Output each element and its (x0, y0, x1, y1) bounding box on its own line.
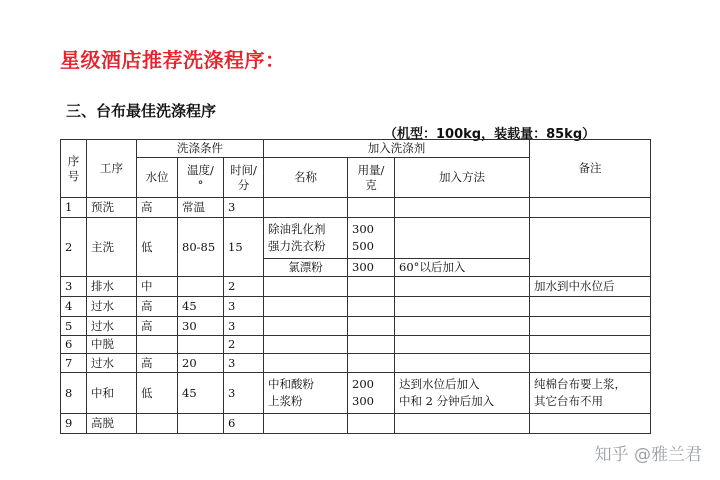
table-row (61, 297, 651, 317)
cell-method (395, 317, 530, 336)
cell-dosage (348, 414, 395, 434)
cell-temperature: 45 (178, 373, 224, 414)
cell-detergent-name (264, 317, 348, 336)
cell-water-level: 高 (137, 317, 178, 336)
cell-time: 2 (224, 277, 264, 297)
cell-process: 过水 (87, 354, 137, 373)
cell-remarks (530, 354, 651, 373)
cell-process: 过水 (87, 297, 137, 317)
cell-method (395, 414, 530, 434)
header-temperature: 温度/ ° (178, 158, 224, 198)
header-process: 工序 (87, 140, 137, 198)
table-row (61, 218, 651, 259)
cell-water-level (137, 336, 178, 354)
cell-water-level (137, 414, 178, 434)
table-row (61, 277, 651, 297)
cell-dosage (348, 336, 395, 354)
watermark: 知乎 @雅兰君 (594, 445, 702, 465)
cell-water-level: 高 (137, 198, 178, 218)
cell-water-level: 低 (137, 218, 178, 277)
cell-no: 4 (61, 297, 87, 317)
header-method: 加入方法 (395, 158, 530, 198)
cell-dosage (348, 354, 395, 373)
header-row-1 (61, 140, 651, 158)
washing-program-table (60, 139, 651, 434)
cell-temperature: 30 (178, 317, 224, 336)
cell-remarks (530, 218, 651, 277)
cell-remarks (530, 297, 651, 317)
cell-detergent-name (264, 277, 348, 297)
cell-time: 3 (224, 354, 264, 373)
cell-remarks (530, 414, 651, 434)
cell-dosage: 300 500 (348, 218, 395, 259)
table-row (61, 317, 651, 336)
cell-detergent-name: 氯漂粉 (264, 259, 348, 277)
header-time: 时间/ 分 (224, 158, 264, 198)
cell-no: 3 (61, 277, 87, 297)
cell-dosage (348, 317, 395, 336)
cell-water-level: 中 (137, 277, 178, 297)
cell-temperature (178, 336, 224, 354)
cell-process: 中和 (87, 373, 137, 414)
cell-method (395, 297, 530, 317)
cell-time: 3 (224, 373, 264, 414)
cell-temperature: 80-85 (178, 218, 224, 277)
header-wash-conditions: 洗涤条件 (137, 140, 264, 158)
cell-no: 1 (61, 198, 87, 218)
cell-detergent-name (264, 336, 348, 354)
table-row (61, 336, 651, 354)
cell-process: 中脱 (87, 336, 137, 354)
cell-method (395, 336, 530, 354)
cell-remarks (530, 317, 651, 336)
cell-remarks: 加水到中水位后 (530, 277, 651, 297)
cell-time: 3 (224, 317, 264, 336)
cell-temperature (178, 414, 224, 434)
header-water-level: 水位 (137, 158, 178, 198)
cell-method (395, 198, 530, 218)
header-no: 序 号 (61, 140, 87, 198)
cell-dosage (348, 277, 395, 297)
cell-detergent-name (264, 297, 348, 317)
cell-remarks (530, 198, 651, 218)
cell-temperature (178, 277, 224, 297)
cell-method (395, 277, 530, 297)
cell-no: 5 (61, 317, 87, 336)
cell-method: 达到水位后加入 中和 2 分钟后加入 (395, 373, 530, 414)
table-row (61, 354, 651, 373)
cell-detergent-name (264, 354, 348, 373)
table-row (61, 198, 651, 218)
table-row (61, 373, 651, 414)
cell-water-level: 高 (137, 354, 178, 373)
cell-dosage (348, 198, 395, 218)
cell-remarks (530, 336, 651, 354)
section-title: 三、台布最佳洗涤程序 (66, 102, 217, 120)
cell-process: 预洗 (87, 198, 137, 218)
cell-method (395, 354, 530, 373)
cell-temperature: 常温 (178, 198, 224, 218)
header-dosage: 用量/ 克 (348, 158, 395, 198)
cell-time: 6 (224, 414, 264, 434)
cell-method: 60°以后加入 (395, 259, 530, 277)
header-detergent: 加入洗涤剂 (264, 140, 530, 158)
cell-remarks: 纯棉台布要上浆， 其它台布不用 (530, 373, 651, 414)
header-remarks: 备注 (530, 140, 651, 198)
cell-detergent-name (264, 414, 348, 434)
cell-temperature: 20 (178, 354, 224, 373)
cell-process: 高脱 (87, 414, 137, 434)
cell-time: 3 (224, 198, 264, 218)
cell-no: 6 (61, 336, 87, 354)
cell-process: 主洗 (87, 218, 137, 277)
cell-detergent-name: 中和酸粉 上浆粉 (264, 373, 348, 414)
cell-detergent-name: 除油乳化剂 强力洗衣粉 (264, 218, 348, 259)
cell-temperature: 45 (178, 297, 224, 317)
cell-process: 排水 (87, 277, 137, 297)
header-name: 名称 (264, 158, 348, 198)
cell-method (395, 218, 530, 259)
cell-water-level: 高 (137, 297, 178, 317)
cell-no: 9 (61, 414, 87, 434)
machine-spec: （机型：100kg，装载量：85kg） (384, 127, 596, 142)
cell-time: 2 (224, 336, 264, 354)
table-row (61, 414, 651, 434)
document-title: 星级酒店推荐洗涤程序： (60, 48, 286, 72)
cell-time: 15 (224, 218, 264, 277)
cell-detergent-name (264, 198, 348, 218)
cell-no: 7 (61, 354, 87, 373)
cell-no: 8 (61, 373, 87, 414)
cell-dosage (348, 297, 395, 317)
cell-dosage: 200 300 (348, 373, 395, 414)
cell-dosage: 300 (348, 259, 395, 277)
cell-no: 2 (61, 218, 87, 277)
cell-process: 过水 (87, 317, 137, 336)
cell-time: 3 (224, 297, 264, 317)
cell-water-level: 低 (137, 373, 178, 414)
